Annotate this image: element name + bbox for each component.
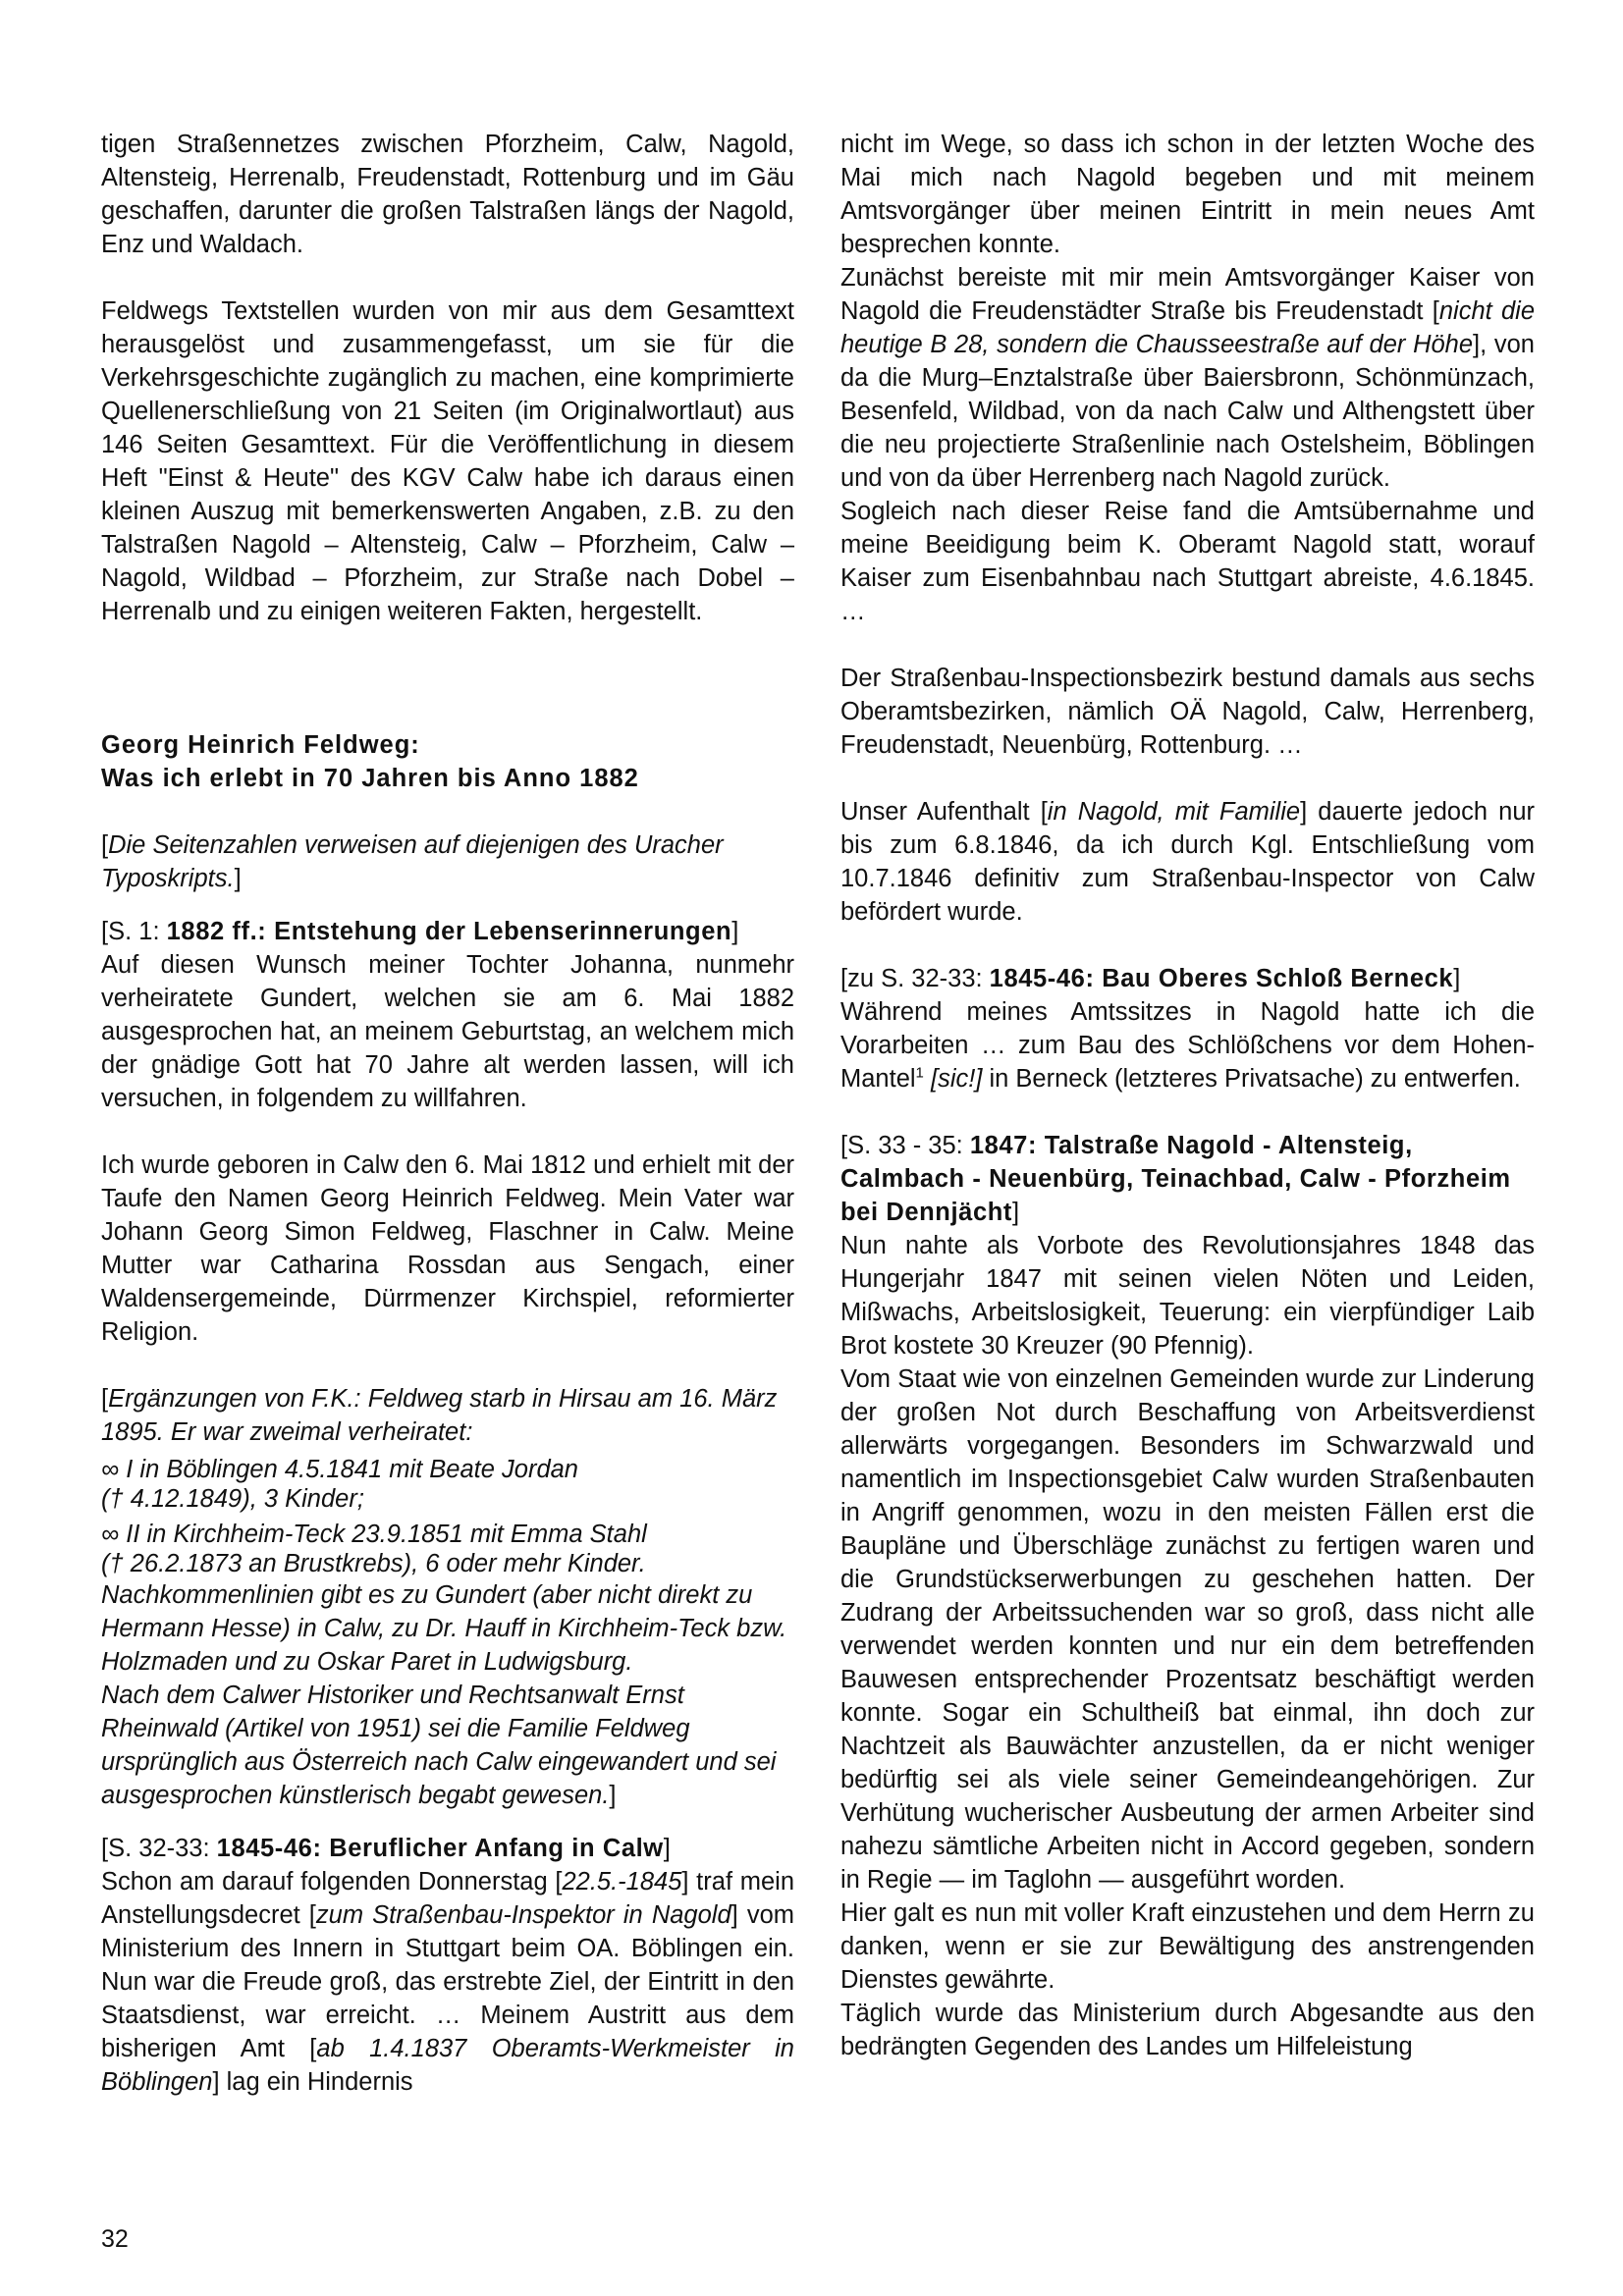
paragraph: Ich wurde geboren in Calw den 6. Mai 1812 und erhielt mit der Taufe den Namen Georg Heinrich Feldweg. Mein Vater war Johann Georg Simon Feldweg, Flaschner in Calw. Meine Mutter war Catharina Rossdan aus Sengach, einer Waldensergemeinde, Dürrmenzer Kirchspiel, reformierter Religion.: [101, 1151, 794, 1346]
section-heading: [S. 32-33: 1845-46: Beruflicher Anfang in Calw]: [101, 1835, 671, 1862]
supplement-note: Nach dem Calwer Historiker und Rechtsanwalt Ernst Rheinwald (Artikel von 1951) sei die Familie Feldweg ursprünglich aus Österreich nach Calw eingewandert und sei ausgesprochen künstlerisch begabt gewesen.]: [101, 1682, 777, 1809]
paragraph: tigen Straßennetzes zwischen Pforzheim, Calw, Nagold, Altensteig, Herrenalb, Freudenstadt, Rottenburg und im Gäu geschaffen, darunter die großen Talstraßen längs der Nagold, Enz und Waldach.: [101, 131, 794, 258]
paragraph: Unser Aufenthalt [in Nagold, mit Familie] dauerte jedoch nur bis zum 6.8.1846, da ich durch Kgl. Entschließung vom 10.7.1846 definitiv zum Straßenbau-Inspector von Calw befördert wurde.: [840, 798, 1535, 926]
section-heading: [zu S. 32-33: 1845-46: Bau Oberes Schloß Berneck]: [840, 965, 1461, 992]
footnote-marker: 1: [915, 1064, 924, 1082]
page-number: 32: [101, 2225, 129, 2253]
paragraph: nicht im Wege, so dass ich schon in der letzten Woche des Mai mich nach Nagold begeben und mit meinem Amtsvorgänger über meinen Eintritt in mein neues Amt besprechen konnte.: [840, 131, 1535, 258]
paragraph: Vom Staat wie von einzelnen Gemeinden wurde zur Linderung der großen Not durch Beschaffung von Arbeitsverdienst allerwärts vorgegangen. Besonders im Schwarzwald und namentlich im Inspectionsgebiet Calw wurden Straßenbauten in Angriff genommen, wozu in den meisten Fällen erst die Baupläne und Überschläge zunächst zu fertigen waren und die Grundstückserwerbungen zu geschehen hatten. Der Zudrang der Arbeitssuchenden war so groß, dass nicht alle verwendet werden konnten und nur ein dem betreffenden Bauwesen entsprechender Prozentsatz beschäftigt werden konnte. Sogar ein Schultheiß bat einmal, ihn doch zur Nachtzeit als Bauwächter anzustellen, da er nicht weniger bedürftig sei als viele seiner Gemeindeangehörigen. Zur Verhütung wucherischer Ausbeutung der armen Arbeiter sind nahezu sämtliche Arbeiten nicht in Accord gegeben, sondern in Regie — im Taglohn — ausgeführt worden.: [840, 1365, 1535, 1894]
section-heading: [S. 1: 1882 ff.: Entstehung der Lebenserinnerungen]: [101, 918, 739, 945]
article-title: Georg Heinrich Feldweg:: [101, 731, 420, 759]
paragraph: Der Straßenbau-Inspectionsbezirk bestund damals aus sechs Oberamtsbezirken, nämlich OÄ Nagold, Calw, Herrenberg, Freudenstadt, Neuenbürg, Rottenburg. …: [840, 665, 1535, 759]
right-column: [840, 128, 1535, 2063]
paragraph: Sogleich nach dieser Reise fand die Amtsübernahme und meine Beeidigung beim K. Oberamt Nagold statt, worauf Kaiser zum Eisenbahnbau nach Stuttgart abreiste, 4.6.1845. …: [840, 498, 1535, 625]
paragraph: Auf diesen Wunsch meiner Tochter Johanna, nunmehr verheiratete Gundert, welchen sie am 6. Mai 1882 ausgesprochen hat, an meinem Geburtstag, an welchem mich der gnädige Gott hat 70 Jahre alt werden lassen, will ich versuchen, in folgendem zu willfahren.: [101, 951, 794, 1112]
article-subtitle: Was ich erlebt in 70 Jahren bis Anno 1882: [101, 765, 639, 792]
paragraph: Täglich wurde das Ministerium durch Abgesandte aus den bedrängten Gegenden des Landes um Hilfeleistung: [840, 2000, 1535, 2060]
marriage-entry: ∞ II in Kirchheim-Teck 23.9.1851 mit Emma Stahl († 26.2.1873 an Brustkrebs), 6 oder mehr Kinder.: [101, 1521, 647, 1577]
editor-note: [Die Seitenzahlen verweisen auf diejenigen des Uracher Typoskripts.]: [101, 831, 724, 892]
supplement-note: Nachkommenlinien gibt es zu Gundert (aber nicht direkt zu Hermann Hesse) in Calw, zu Dr. Hauff in Kirchheim-Teck bzw. Holzmaden und zu Oskar Paret in Ludwigsburg.: [101, 1581, 787, 1676]
supplement-note: [Ergänzungen von F.K.: Feldweg starb in Hirsau am 16. März 1895. Er war zweimal verheiratet:: [101, 1385, 778, 1446]
marriage-entry: ∞ I in Böblingen 4.5.1841 mit Beate Jordan († 4.12.1849), 3 Kinder;: [101, 1456, 578, 1513]
paragraph: Hier galt es nun mit voller Kraft einzustehen und dem Herrn zu danken, wenn er sie zur Bewältigung des anstrengenden Dienstes gewährte.: [840, 1899, 1535, 1994]
paragraph: Nun nahte als Vorbote des Revolutionsjahres 1848 das Hungerjahr 1847 mit seinen vielen Nöten und Leiden, Mißwachs, Arbeitslosigkeit, Teuerung: ein vierpfündiger Laib Brot kostete 30 Kreuzer (90 Pfennig).: [840, 1232, 1535, 1360]
paragraph: Schon am darauf folgenden Donnerstag [22.5.-1845] traf mein Anstellungsdecret [zum Straßenbau-Inspektor in Nagold] vom Ministerium des Innern in Stuttgart beim OA. Böblingen ein. Nun war die Freude groß, das erstrebte Ziel, der Eintritt in den Staatsdienst, war erreicht. … Meinem Austritt aus dem bisherigen Amt [ab 1.4.1837 Oberamts-Werkmeister in Böblingen] lag ein Hindernis: [101, 1868, 795, 2096]
left-column: [101, 128, 794, 2099]
paragraph: Zunächst bereiste mit mir mein Amtsvorgänger Kaiser von Nagold die Freudenstädter Straße bis Freudenstadt [nicht die heutige B 28, sondern die Chausseestraße auf der Höhe], von da die Murg–Enztalstraße über Baiersbronn, Schönmünzach, Besenfeld, Wildbad, von da nach Calw und Althengstett über die neu projectierte Straßenlinie nach Ostelsheim, Böblingen und von da über Herrenberg nach Nagold zurück.: [840, 264, 1536, 492]
paragraph: Während meines Amtssitzes in Nagold hatte ich die Vorarbeiten … zum Bau des Schlößchens vor dem Hohen-Mantel$^1$ [sic!] in Berneck (letzteres Privatsache) zu entwerfen.: [840, 998, 1535, 1093]
section-heading: [S. 33 - 35: 1847: Talstraße Nagold - Altensteig, Calmbach - Neuenbürg, Teinachbad, Calw - Pforzheim bei Dennjächt]: [840, 1132, 1511, 1226]
paragraph: Feldwegs Textstellen wurden von mir aus dem Gesamttext herausgelöst und zusammengefasst, um sie für die Verkehrsgeschichte zugänglich zu machen, eine komprimierte Quellenerschließung von 21 Seiten (im Originalwortlaut) aus 146 Seiten Gesamttext. Für die Veröffentlichung in diesem Heft "Einst & Heute" des KGV Calw habe ich daraus einen kleinen Auszug mit bemerkenswerten Angaben, z.B. zu den Talstraßen Nagold – Altensteig, Calw – Pforzheim, Calw – Nagold, Wildbad – Pforzheim, zur Straße nach Dobel – Herrenalb und zu einigen weiteren Fakten, hergestellt.: [101, 297, 794, 625]
